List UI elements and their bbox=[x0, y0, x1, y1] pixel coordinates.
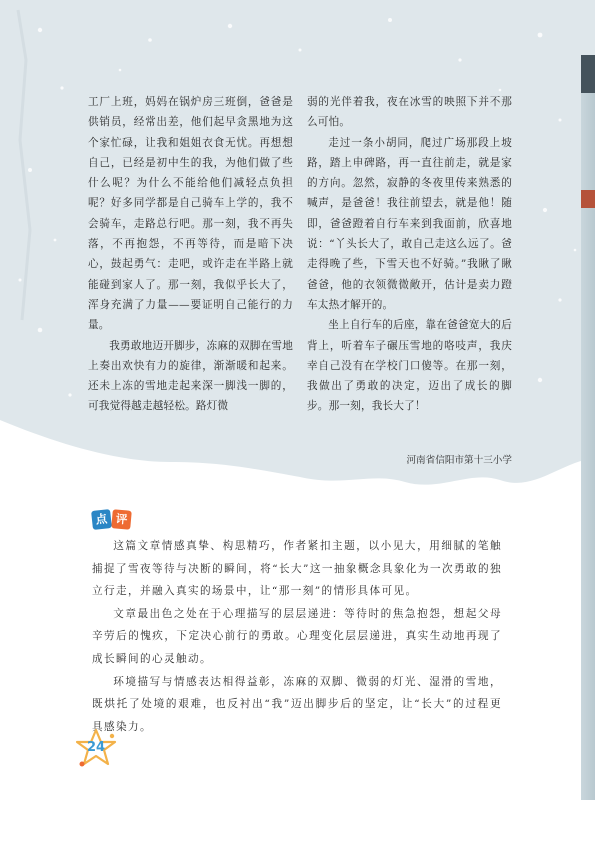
right-paragraph-1: 弱的光伴着我，夜在冰雪的映照下并不那么可怕。 bbox=[307, 96, 512, 129]
edge-tab-dark bbox=[581, 55, 595, 93]
left-paragraph-2: 我勇敢地迈开脚步，冻麻的双脚在雪地上奏出欢快有力的旋律，渐渐暖和起来。还未上冻的雪地走起来深一脚浅一脚的，可我觉得越走越轻松。路灯微 bbox=[88, 339, 293, 413]
review-badge bbox=[92, 509, 131, 529]
review-section bbox=[92, 535, 502, 738]
review-paragraph-3: 环境描写与情感表达相得益彰，冻麻的双脚、微弱的灯光、湿滑的雪地，既烘托了处境的艰难，也反衬出“我”迈出脚步后的坚定，让“长大”的过程更具感染力。 bbox=[92, 675, 502, 733]
badge-char-1: 点 bbox=[91, 509, 112, 530]
story-left-column bbox=[88, 92, 293, 417]
page-edge-strip bbox=[581, 55, 595, 800]
author-school: 河南省信阳市第十三小学 bbox=[406, 455, 512, 466]
review-paragraph-1: 这篇文章情感真挚、构思精巧，作者紧扣主题，以小见大，用细腻的笔触捕捉了雪夜等待与决断的瞬间，将“长大”这一抽象概念具象化为一次勇敢的独立行走，并融入真实的场景中，让“那一刻”的情形具体可见。 bbox=[92, 540, 502, 598]
page-number-text: 24 bbox=[86, 740, 106, 755]
badge-char-2: 评 bbox=[111, 509, 132, 530]
story-right-column bbox=[307, 92, 512, 417]
edge-tab-red bbox=[581, 190, 595, 208]
left-paragraph-1: 工厂上班，妈妈在锅炉房三班倒，爸爸是供销员，经常出差，他们起早贪黑地为这个家忙碌，让我和姐姐衣食无忧。再想想自己，已经是初中生的我，为他们做了些什么呢？为什么不能给他们减轻点负担呢？好多同学都是自己骑车上学的，我不会骑车，走路总行吧。那一刻，我不再失落，不再抱怨，不再等待，而是暗下决心，鼓起勇气：走吧，或许走在半路上就能碰到家人了。那一刻，我似乎长大了，浑身充满了力量——要证明自己能行的力量。 bbox=[88, 96, 293, 332]
right-paragraph-3: 坐上自行车的后座，靠在爸爸宽大的后背上，听着车子碾压雪地的咯吱声，我庆幸自己没有在学校门口傻等。在那一刻，我做出了勇敢的决定，迈出了成长的脚步。那一刻，我长大了！ bbox=[307, 319, 512, 413]
review-paragraph-2: 文章最出色之处在于心理描写的层层递进：等待时的焦急抱怨，想起父母辛劳后的愧疚，下定决心前行的勇敢。心理变化层层递进，真实生动地再现了成长瞬间的心灵触动。 bbox=[92, 607, 502, 665]
page-number bbox=[76, 728, 120, 770]
right-paragraph-2: 走过一条小胡同，爬过广场那段上坡路，踏上申碑路，再一直往前走，就是家的方向。忽然，寂静的冬夜里传来熟悉的喊声，是爸爸！我往前望去，就是他！随即，爸爸蹬着自行车来到我面前，欣喜地说：“丫头长大了，敢自己走这么远了。爸走得晚了些，下雪天也不好骑。”我瞅了瞅爸爸，他的衣领微微敞开，估计是卖力蹬车太热才解开的。 bbox=[307, 136, 512, 311]
